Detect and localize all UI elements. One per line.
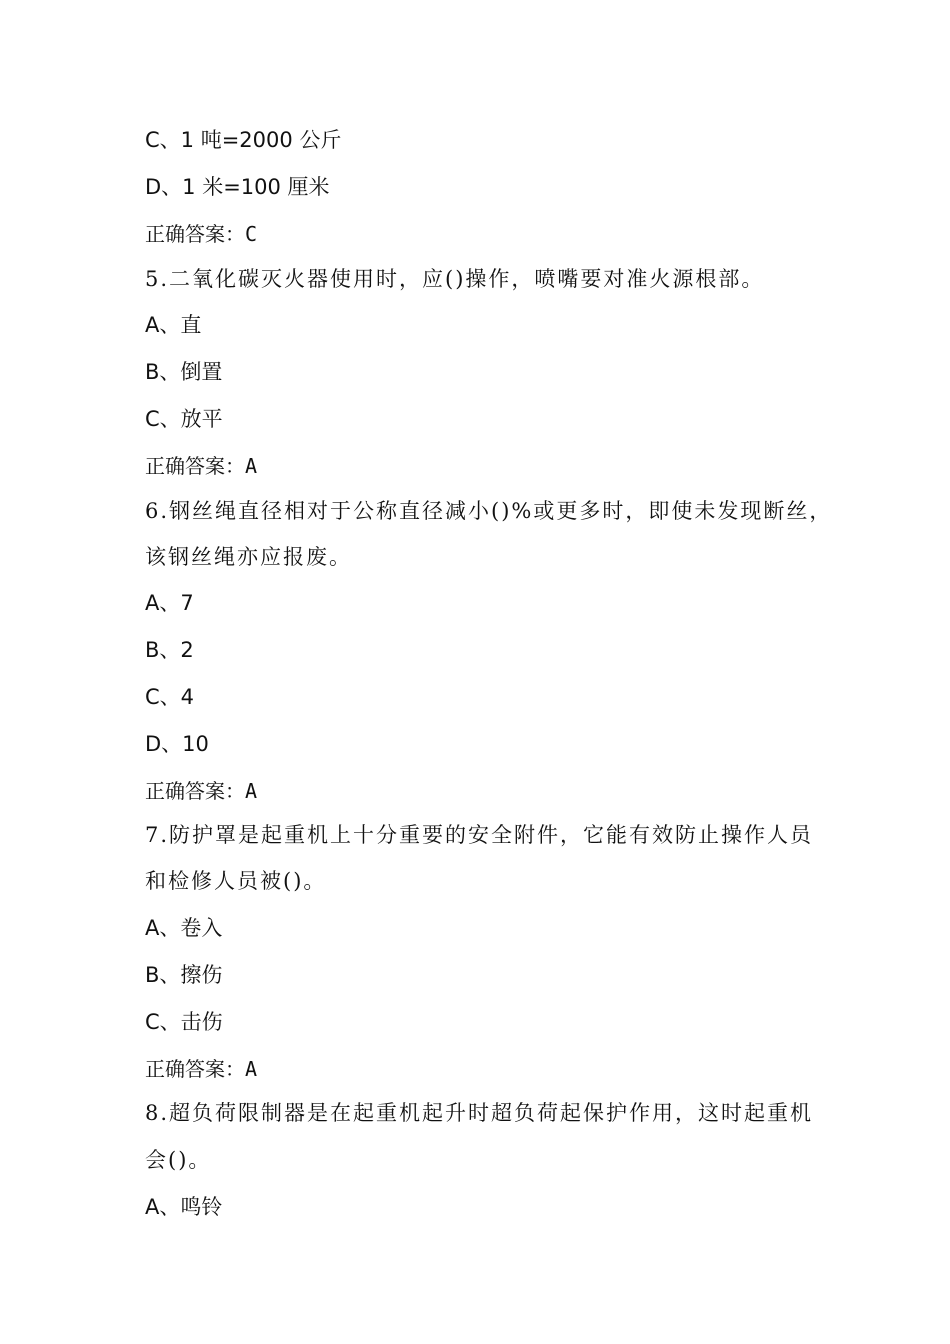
- q7-option-a: A、卷入: [145, 916, 223, 940]
- q5-text: 5.二氧化碳灭火器使用时，应()操作，喷嘴要对准火源根部。: [145, 267, 765, 291]
- q5-option-b: B、倒置: [145, 360, 223, 384]
- q7-option-b: B、擦伤: [145, 963, 223, 987]
- q6-answer-line: [145, 776, 845, 806]
- answer-label: 正确答案：: [145, 454, 245, 478]
- q6-option-a: A、7: [145, 591, 194, 615]
- q4-option-d: D、1 米=100 厘米: [145, 175, 330, 199]
- q5-option-a: A、直: [145, 313, 202, 337]
- answer-value: A: [245, 1057, 258, 1081]
- q8-option-a: A、鸣铃: [145, 1195, 223, 1219]
- q6-option-b: B、2: [145, 638, 194, 662]
- q7-answer-line: [145, 1054, 845, 1084]
- q7-text-line1: 7.防护罩是起重机上十分重要的安全附件，它能有效防止操作人员: [145, 823, 814, 847]
- q6-text-line1: 6.钢丝绳直径相对于公称直径减小()%或更多时，即使未发现断丝，: [145, 499, 833, 523]
- q7-text-line2: 和检修人员被()。: [145, 869, 327, 893]
- q5-option-c: C、放平: [145, 407, 223, 431]
- answer-value: C: [245, 222, 258, 246]
- answer-label: 正确答案：: [145, 779, 245, 803]
- answer-label: 正确答案：: [145, 222, 245, 246]
- q6-text-line2: 该钢丝绳亦应报废。: [145, 545, 352, 569]
- answer-value: A: [245, 454, 258, 478]
- q4-answer-line: [145, 219, 845, 249]
- q5-answer-line: [145, 451, 845, 481]
- answer-label: 正确答案：: [145, 1057, 245, 1081]
- q7-option-c: C、击伤: [145, 1010, 223, 1034]
- answer-value: A: [245, 779, 258, 803]
- q6-option-c: C、4: [145, 685, 195, 709]
- q4-option-c: C、1 吨=2000 公斤: [145, 128, 342, 152]
- q6-option-d: D、10: [145, 732, 209, 756]
- q8-text-line2: 会()。: [145, 1148, 212, 1172]
- q8-text-line1: 8.超负荷限制器是在起重机起升时超负荷起保护作用，这时起重机: [145, 1101, 814, 1125]
